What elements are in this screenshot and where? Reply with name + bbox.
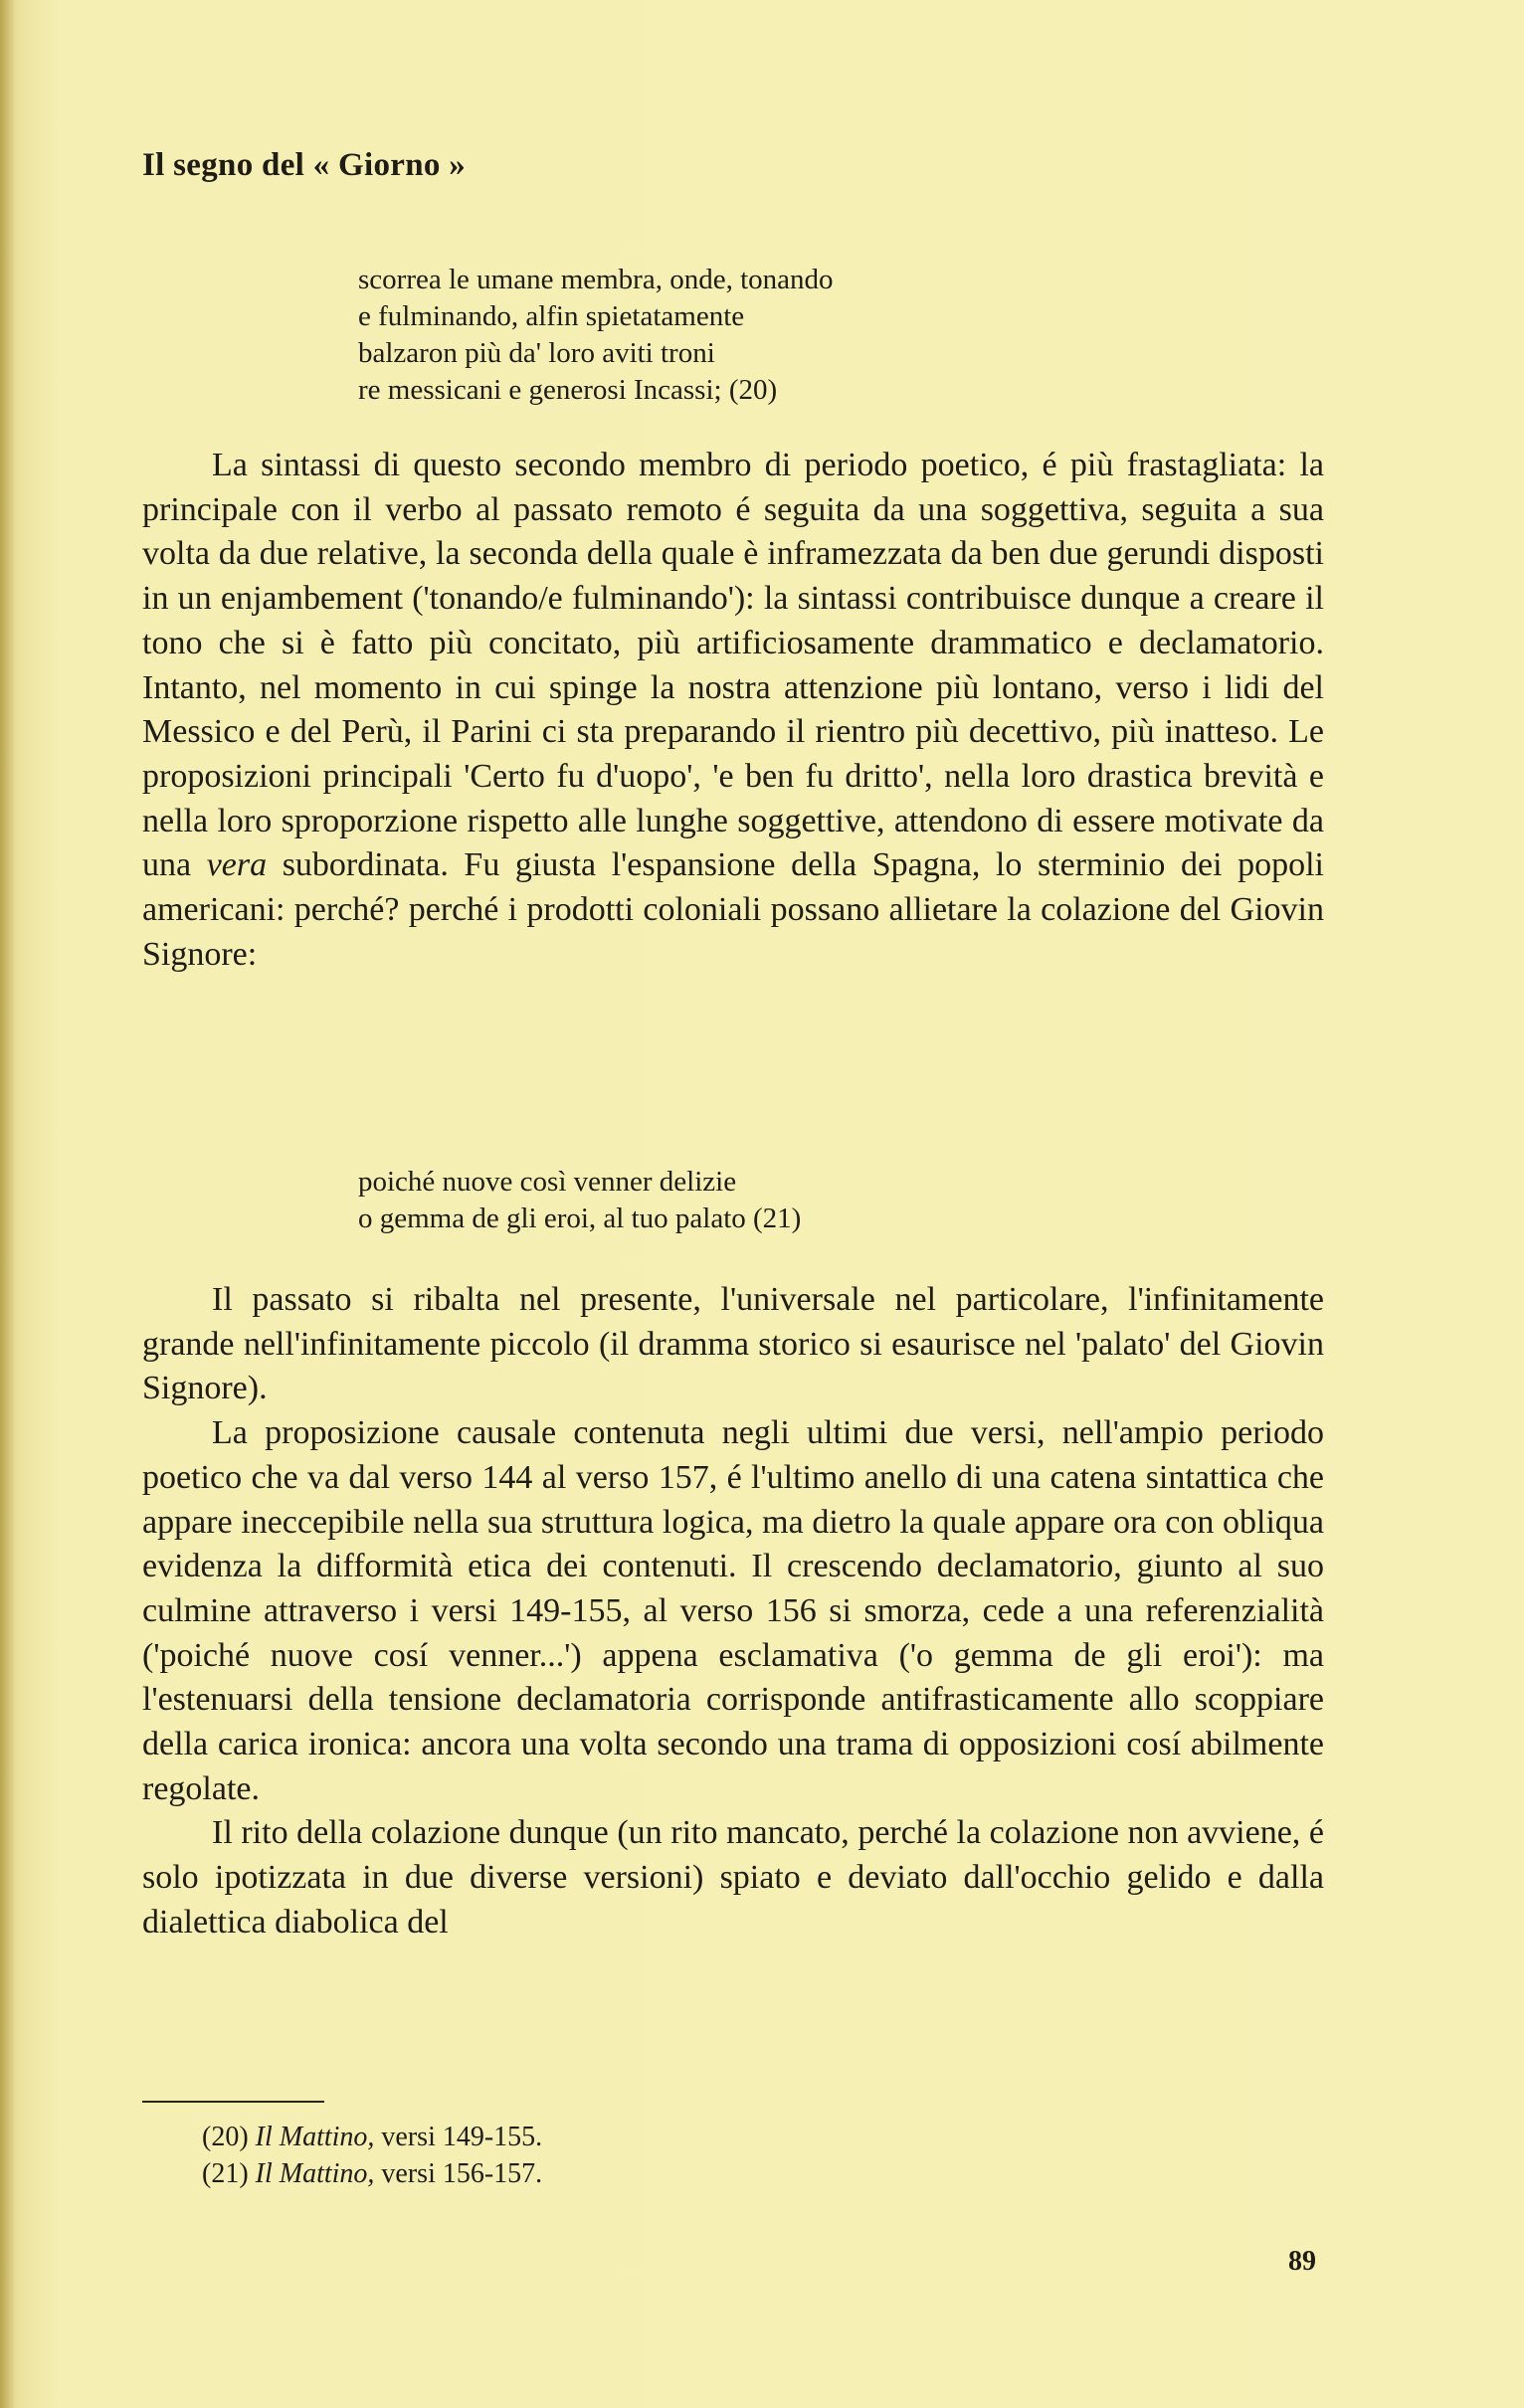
body-paragraph <box>142 444 1324 977</box>
footnotes <box>202 2119 542 2192</box>
body-paragraph: Il passato si ribalta nel presente, l'universale nel particolare, l'infinitamente grande nell'infinitamente piccolo (il dramma storico si esaurisce nel 'palato' del Giovin Signore). <box>142 1281 1324 1407</box>
verse-quotation-2 <box>358 1164 801 1237</box>
footnote-work-title: Il Mattino, <box>255 2158 375 2189</box>
verse-line: o gemma de gli eroi, al tuo palato (21) <box>358 1203 802 1234</box>
page-binding-edge <box>0 0 14 2408</box>
prose-block-2 <box>142 1278 1324 1945</box>
paragraph-text: La sintassi di questo secondo membro di periodo poetico, é più frastagliata: la principale con il verbo al passato remoto é seguita da una soggettiva, seguita a sua volta da due relative, la seconda della quale è inframezzata da ben due gerundi disposti in un enjambement ('tonando/e fulminando'): la sintassi contribuisce dunque a creare il tono che si è fatto più concitato, più artificiosamente drammatico e declamatorio. Intanto, nel momento in cui spinge la nostra attenzione più lontano, verso i lidi del Messico e del Perù, il Parini ci sta preparando il rientro più decettivo, più inatteso. Le proposizioni principali 'Certo fu d'uopo', 'e ben fu dritto', nella loro drastica brevità e nella loro sproporzione rispetto alle lunghe soggettive, attendono di essere motivate da una <box>142 447 1324 884</box>
verse-quotation-1 <box>358 262 834 409</box>
emphasized-word: vera <box>206 846 268 884</box>
verse-line: re messicani e generosi Incassi; (20) <box>358 374 778 406</box>
running-head: Il segno del « Giorno » <box>142 147 467 183</box>
footnote-work-title: Il Mattino, <box>255 2122 375 2152</box>
page-number: 89 <box>1288 2246 1316 2277</box>
body-paragraph: La proposizione causale contenuta negli ultimi due versi, nell'ampio periodo poetico che va dal verso 144 al verso 157, é l'ultimo anello di una catena sintattica che appare ineccepibile nella sua struttura logica, ma dietro la quale appare ora con obliqua evidenza la difformità etica dei contenuti. Il crescendo declamatorio, giunto al suo culmine attraverso i versi 149-155, al verso 156 si smorza, cede a una referenzialità ('poiché nuove cosí venner...') appena esclamativa ('o gemma de gli eroi'): ma l'estenuarsi della tensione declamatoria corrisponde antifrasticamente allo scoppiare della carica ironica: ancora una volta secondo una trama di opposizioni cosí abilmente regolate. <box>142 1414 1324 1807</box>
verse-line: balzaron più da' loro aviti troni <box>358 337 715 369</box>
verse-line: e fulminando, alfin spietatamente <box>358 300 745 332</box>
footnote-reference: versi 156-157. <box>381 2158 543 2189</box>
verse-line: scorrea le umane membra, onde, tonando <box>358 264 834 295</box>
footnote-number: (21) <box>202 2158 249 2189</box>
footnote-divider <box>142 2101 324 2103</box>
footnote <box>202 2119 542 2155</box>
footnote-number: (20) <box>202 2122 249 2152</box>
verse-line: poiché nuove così venner delizie <box>358 1166 737 1198</box>
body-paragraph: Il rito della colazione dunque (un rito mancato, perché la colazione non avviene, é solo ipotizzata in due diverse versioni) spiato e deviato dall'occhio gelido e dalla dialettica diabolica del <box>142 1814 1324 1941</box>
footnote-reference: versi 149-155. <box>381 2122 543 2152</box>
paragraph-text: subordinata. Fu giusta l'espansione della Spagna, lo sterminio dei popoli americani: perché? perché i prodotti coloniali possano allietare la colazione del Giovin Signore: <box>142 846 1324 973</box>
footnote <box>202 2155 542 2192</box>
prose-block-1 <box>142 444 1324 977</box>
